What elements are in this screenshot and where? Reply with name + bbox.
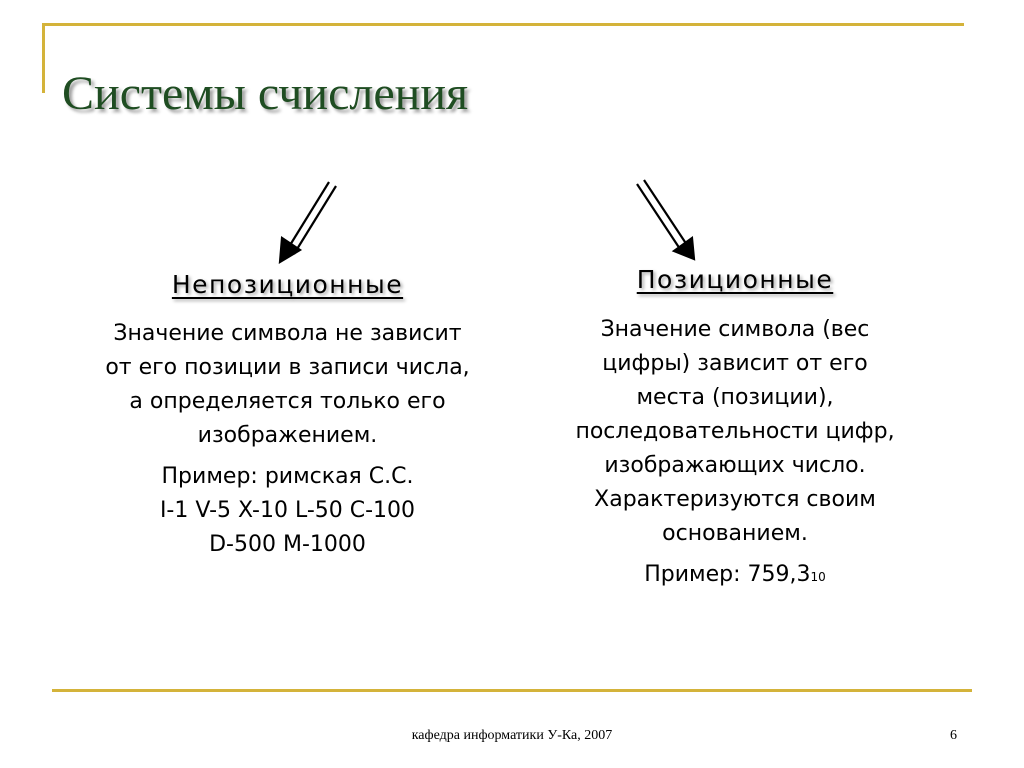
positional-heading: Позиционные [636,265,834,294]
description-line: места (позиции), [636,385,834,410]
non-positional-example [55,460,520,562]
non-positional-column [55,270,520,562]
footer-text: кафедра информатики У-Ка, 2007 [411,728,613,743]
example-subscript: 10 [810,570,826,584]
non-positional-description [55,317,520,453]
description-line: изображением. [197,423,378,448]
description-line: цифры) зависит от его [602,351,868,376]
slide-title: Системы счисления [62,67,469,120]
right-arrow-icon [637,180,694,259]
description-line: от его позиции в записи числа, [105,355,470,380]
description-line: последовательности цифр, [575,419,895,444]
positional-example [515,558,955,594]
non-positional-heading: Непозиционные [171,270,404,299]
example-line: I-1 V-5 X-10 L-50 C-100 [159,498,416,523]
description-line: Значение символа не зависит [113,321,462,346]
description-line: а определяется только его [129,389,446,414]
example-line: Пример: римская С.С. [161,464,414,489]
example-text: Пример: 759,3 [644,562,811,587]
page-number: 6 [950,728,957,743]
description-line: основанием. [662,521,808,546]
positional-column [515,265,955,594]
example-line: D-500 M-1000 [209,532,366,557]
description-line: изображающих число. [604,453,866,478]
description-line: Значение символа (вес [600,317,870,342]
positional-description [515,313,955,551]
description-line: Характеризуются своим [594,487,876,512]
left-arrow-icon [280,182,336,262]
